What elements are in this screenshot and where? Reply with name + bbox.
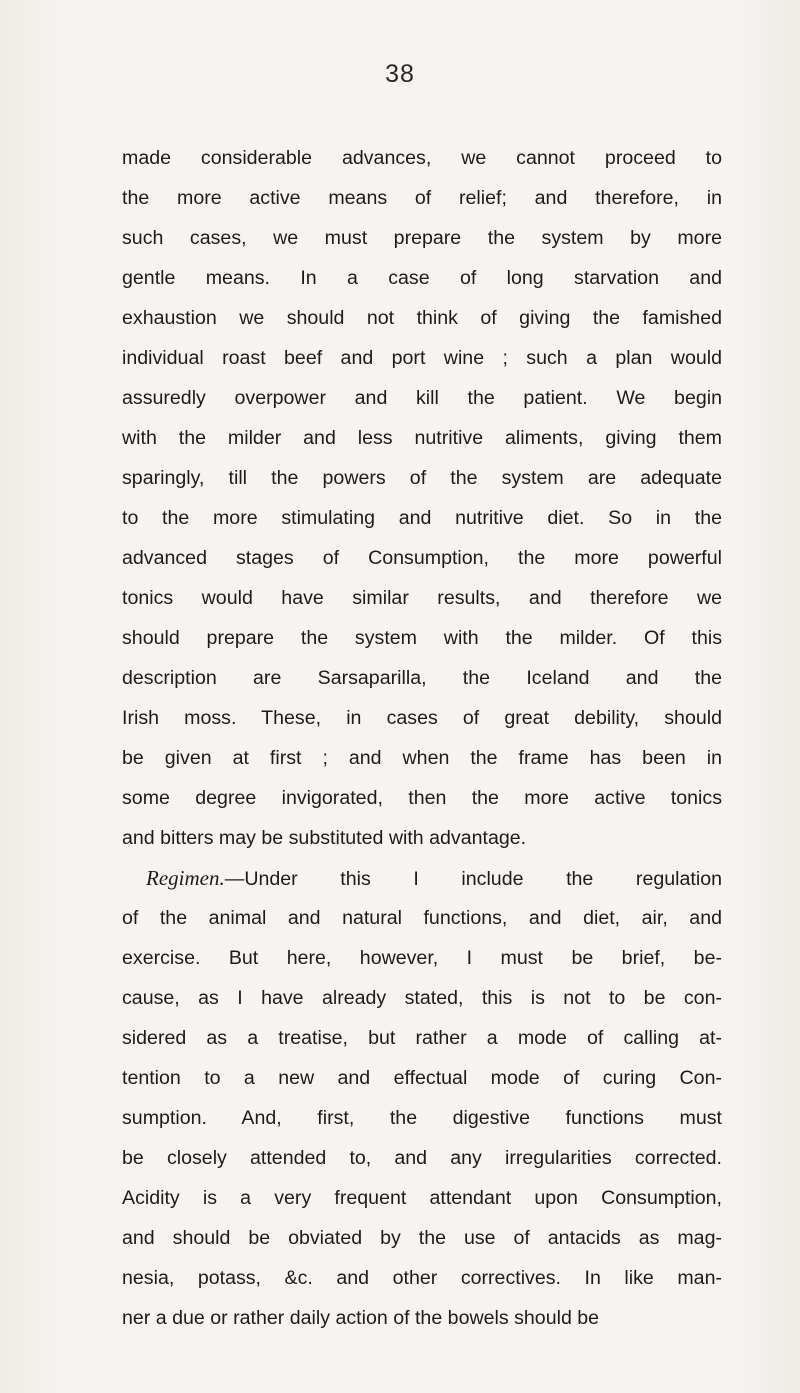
text-line: tonics would have similar results, and therefore we	[122, 587, 722, 609]
text-line: description are Sarsaparilla, the Iceland and the	[122, 667, 722, 689]
text-line: Acidity is a very frequent attendant upon Consumption,	[122, 1187, 722, 1209]
text-line: and should be obviated by the use of antacids as mag-	[122, 1227, 722, 1249]
text-line: be closely attended to, and any irregularities corrected.	[122, 1147, 722, 1169]
text-line: sumption. And, first, the digestive functions must	[122, 1107, 722, 1129]
text-line: individual roast beef and port wine ; such a plan would	[122, 347, 722, 369]
regimen-line-rest: —Under this I include the regulation	[224, 868, 722, 890]
text-line: tention to a new and effectual mode of curing Con-	[122, 1067, 722, 1089]
page-number: 38	[385, 60, 415, 88]
text-line: some degree invigorated, then the more active tonics	[122, 787, 722, 809]
text-line: nesia, potass, &c. and other correctives. In like man-	[122, 1267, 722, 1289]
text-line: ner a due or rather daily action of the bowels should be	[122, 1307, 600, 1329]
text-line: such cases, we must prepare the system by more	[122, 227, 722, 249]
text-line: should prepare the system with the milder. Of this	[122, 627, 722, 649]
text-line: and bitters may be substituted with advantage.	[122, 827, 527, 849]
text-line: sidered as a treatise, but rather a mode of calling at-	[122, 1027, 722, 1049]
text-line: to the more stimulating and nutritive diet. So in the	[122, 507, 722, 529]
text-line: the more active means of relief; and therefore, in	[122, 187, 722, 209]
regimen-heading: Regimen.	[146, 866, 225, 890]
text-line: advanced stages of Consumption, the more powerful	[122, 547, 722, 569]
text-line: be given at first ; and when the frame has been in	[122, 747, 722, 769]
text-line: made considerable advances, we cannot proceed to	[122, 147, 722, 169]
body-text	[122, 138, 722, 1338]
text-line: gentle means. In a case of long starvation and	[122, 267, 722, 289]
text-line: with the milder and less nutritive aliments, giving them	[122, 427, 722, 449]
text-line: exercise. But here, however, I must be brief, be-	[122, 947, 722, 969]
text-line: Irish moss. These, in cases of great debility, should	[122, 707, 722, 729]
text-line: assuredly overpower and kill the patient. We begin	[122, 387, 722, 409]
text-line: of the animal and natural functions, and diet, air, and	[122, 907, 722, 929]
text-line: cause, as I have already stated, this is not to be con-	[122, 987, 722, 1009]
text-line: exhaustion we should not think of giving the famished	[122, 307, 722, 329]
text-line: sparingly, till the powers of the system are adequate	[122, 467, 722, 489]
regimen-paragraph-start	[122, 858, 722, 898]
